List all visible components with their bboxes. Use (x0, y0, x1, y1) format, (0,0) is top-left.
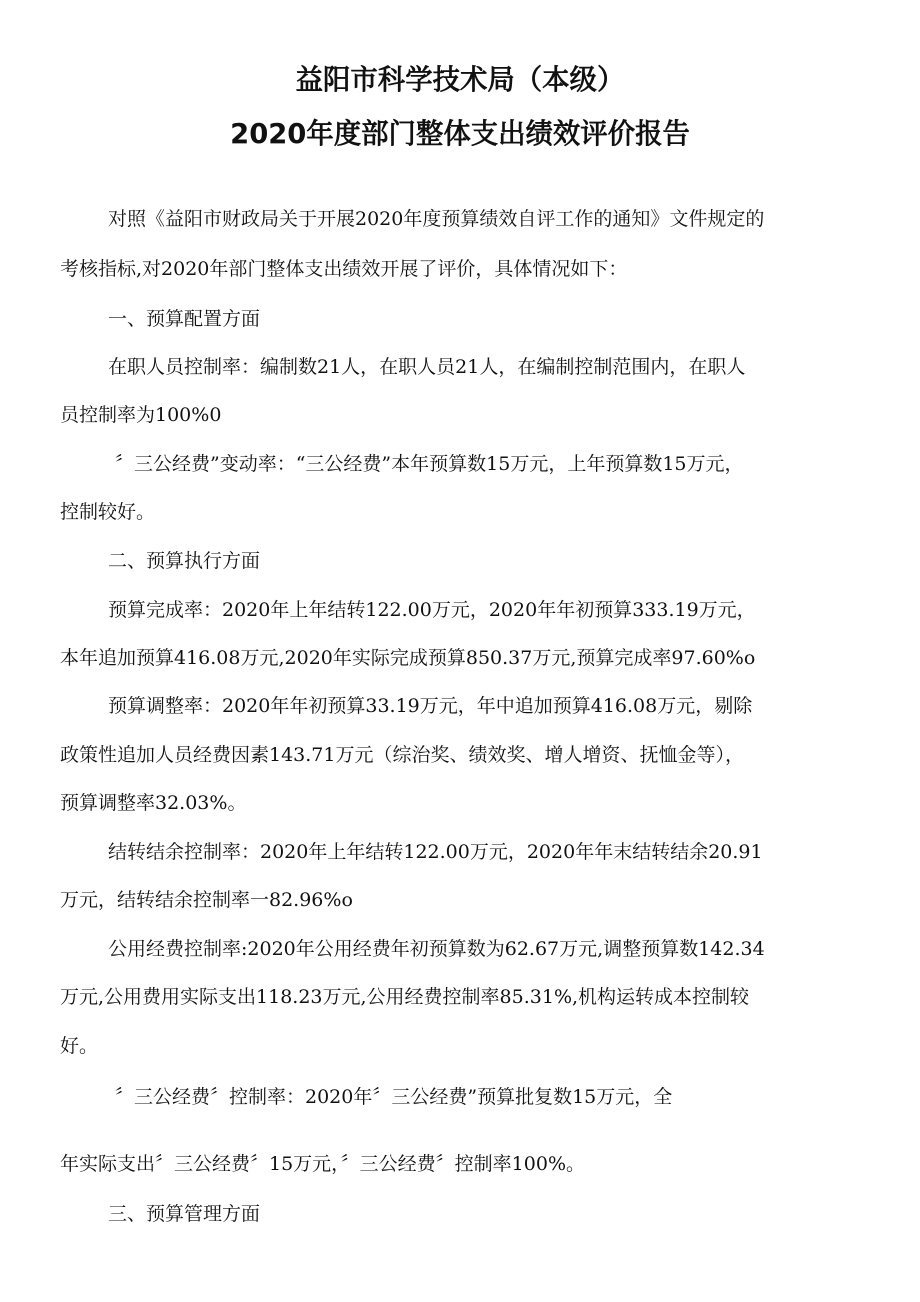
body-line-2: 考核指标,对2020年部门整体支出绩效开展了评价，具体情况如下： (60, 258, 628, 280)
section-heading-budget-allocation: 一、预算配置方面 (108, 308, 261, 330)
body-line-6: 〞三公经费”变动率：“三公经费”本年预算数15万元，上年预算数15万元， (115, 453, 744, 475)
body-line-18: 好。 (60, 1035, 99, 1057)
body-line-19: 〞三公经费〞控制率：2020年〞三公经费”预算批复数15万元，全 (115, 1086, 673, 1108)
document-title-line-1: 益阳市科学技术局（本级） (295, 63, 625, 96)
body-line-12: 政策性追加人员经费因素143.71万元（综治奖、绩效奖、增人增资、抚恤金等）， (60, 744, 744, 766)
body-line-17: 万元,公用费用实际支出118.23万元,公用经费控制率85.31%,机构运转成本控制较 (60, 986, 750, 1008)
document-title-line-2: 2020年度部门整体支出绩效评价报告 (230, 117, 690, 150)
body-line-5: 员控制率为100%0 (60, 404, 222, 426)
body-line-16: 公用经费控制率:2020年公用经费年初预算数为62.67万元,调整预算数142.34 (108, 938, 765, 960)
body-line-14: 结转结余控制率：2020年上年结转122.00万元，2020年年末结转结余20.91 (108, 841, 763, 863)
section-heading-budget-management: 三、预算管理方面 (108, 1203, 261, 1225)
body-line-7: 控制较好。 (60, 501, 156, 523)
body-line-15: 万元，结转结余控制率一82.96%o (60, 889, 353, 911)
body-line-1: 对照《益阳市财政局关于开展2020年度预算绩效自评工作的通知》文件规定的 (108, 208, 765, 230)
body-line-4: 在职人员控制率：编制数21人，在职人员21人，在编制控制范围内，在职人 (108, 356, 746, 378)
body-line-10: 本年追加预算416.08万元,2020年实际完成预算850.37万元,预算完成率97.60%o (60, 647, 756, 669)
body-line-11: 预算调整率：2020年年初预算33.19万元，年中追加预算416.08万元，剔除 (108, 695, 753, 717)
body-line-20: 年实际支出〞三公经费〞15万元，〞三公经费〞控制率100%。 (60, 1153, 585, 1175)
body-line-13: 预算调整率32.03%。 (60, 792, 247, 814)
section-heading-budget-execution: 二、预算执行方面 (108, 550, 261, 572)
body-line-9: 预算完成率：2020年上年结转122.00万元，2020年年初预算333.19万元， (108, 599, 756, 621)
